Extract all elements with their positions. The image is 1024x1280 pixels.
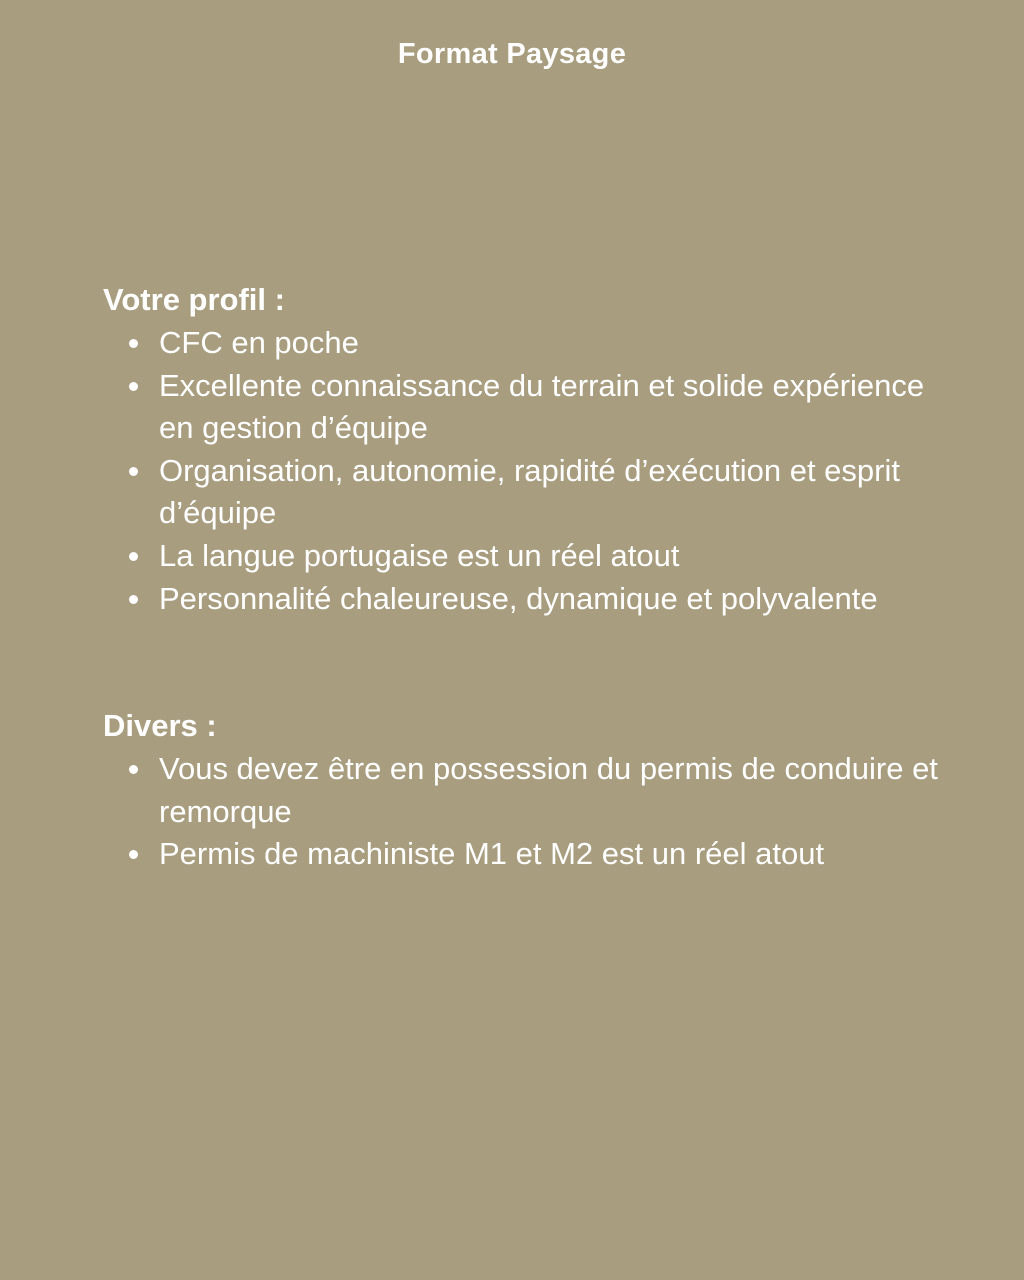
list-item-text: Organisation, autonomie, rapidité d’exécution et esprit d’équipe [159, 452, 900, 531]
list-item-text: CFC en poche [159, 325, 359, 360]
list-item-text: Vous devez être en possession du permis de conduire et remorque [159, 751, 938, 829]
list-item [103, 535, 963, 578]
list-item [103, 748, 963, 833]
list-item [103, 578, 963, 621]
list-item [103, 833, 963, 876]
list-item-text: Personnalité chaleureuse, dynamique et polyvalente [159, 580, 878, 616]
bullet-icon [129, 765, 138, 774]
bullet-icon [129, 850, 138, 859]
bullet-icon [129, 382, 138, 391]
list-item-text: Excellente connaissance du terrain et solide expérience en gestion d’équipe [159, 367, 925, 446]
list-item-text: Permis de machiniste M1 et M2 est un réel atout [159, 836, 825, 872]
misc-heading: Divers : [103, 708, 217, 743]
profile-list [103, 322, 963, 620]
list-item [103, 322, 963, 365]
list-item [103, 365, 963, 450]
bullet-icon [129, 339, 138, 348]
bullet-icon [129, 467, 138, 476]
list-item [103, 450, 963, 535]
misc-section [103, 704, 963, 876]
brand-title: Format Paysage [397, 38, 627, 70]
bullet-icon [129, 552, 138, 561]
bullet-icon [129, 595, 138, 604]
list-item-text: La langue portugaise est un réel atout [159, 537, 680, 573]
profile-heading: Votre profil : [103, 282, 285, 317]
misc-list [103, 748, 963, 876]
profile-section [103, 278, 963, 620]
